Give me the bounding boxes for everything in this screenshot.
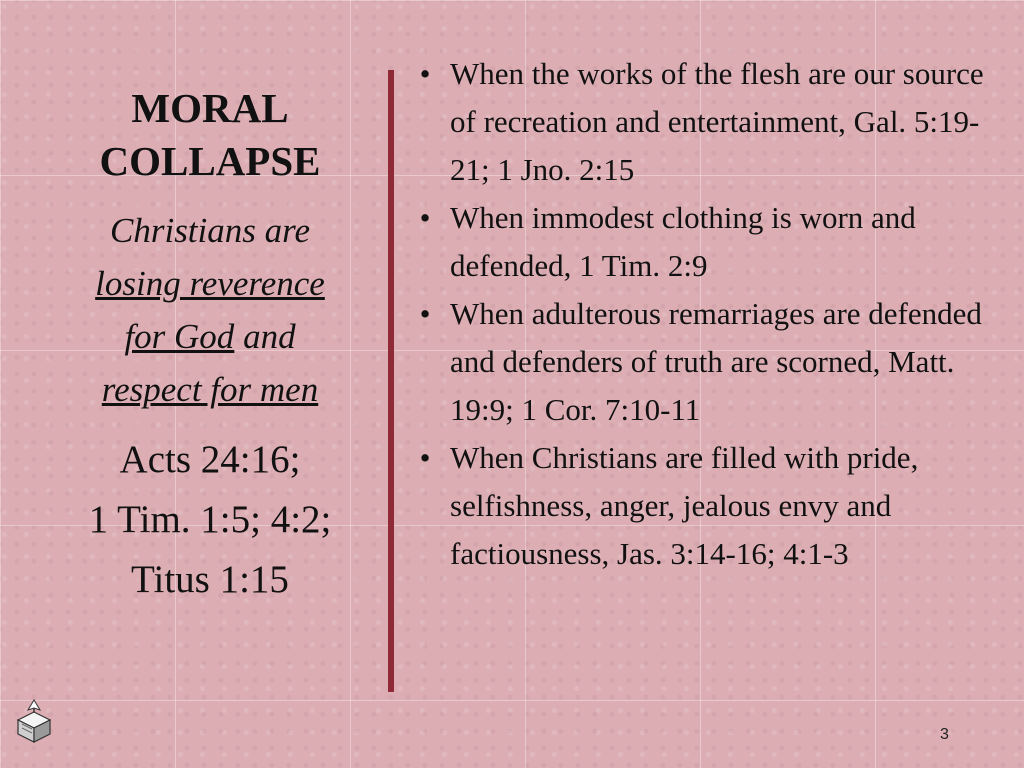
title-panel	[30, 82, 390, 610]
title-line-2: COLLAPSE	[99, 138, 321, 184]
bullet-icon: •	[419, 200, 431, 235]
bullet-text: When Christians are filled with pride, selfishness, anger, jealous envy and factiousness, Jas. 3:14-16; 4:1-3	[450, 440, 919, 571]
bullet-icon: •	[419, 56, 431, 91]
slide-subtitle	[30, 204, 390, 416]
page-number: 3	[940, 726, 949, 743]
bullet-item-3	[408, 290, 1008, 434]
bullet-text: When immodest clothing is worn and defended, 1 Tim. 2:9	[450, 200, 916, 283]
ref-line-2: 1 Tim. 1:5; 4:2;	[88, 498, 332, 541]
bullet-text: When the works of the flesh are our source of recreation and entertainment, Gal. 5:19-21; 1 Jno. 2:15	[450, 56, 984, 187]
ref-line-3: Titus 1:15	[131, 558, 289, 601]
subtitle-part-5: respect for men	[101, 370, 319, 409]
title-line-1: MORAL	[131, 85, 289, 131]
ref-line-1: Acts 24:16;	[119, 438, 301, 481]
bullet-item-1	[408, 50, 1008, 194]
vertical-divider	[388, 70, 394, 692]
subtitle-part-1: Christians are	[110, 211, 310, 250]
bullet-text: When adulterous remarriages are defended and defenders of truth are scorned, Matt. 19:9; 1 Cor. 7:10-11	[450, 296, 982, 427]
bullet-item-4	[408, 434, 1008, 578]
book-emblem-icon	[14, 698, 54, 746]
slide-title	[30, 82, 390, 188]
scripture-references	[30, 430, 390, 610]
subtitle-part-3: for God	[124, 317, 235, 356]
bullet-icon: •	[419, 440, 431, 475]
bullet-item-2	[408, 194, 1008, 290]
bullet-list	[408, 50, 1008, 578]
subtitle-part-4: and	[243, 317, 296, 356]
subtitle-part-2: losing reverence	[95, 264, 325, 303]
bullet-icon: •	[419, 296, 431, 331]
